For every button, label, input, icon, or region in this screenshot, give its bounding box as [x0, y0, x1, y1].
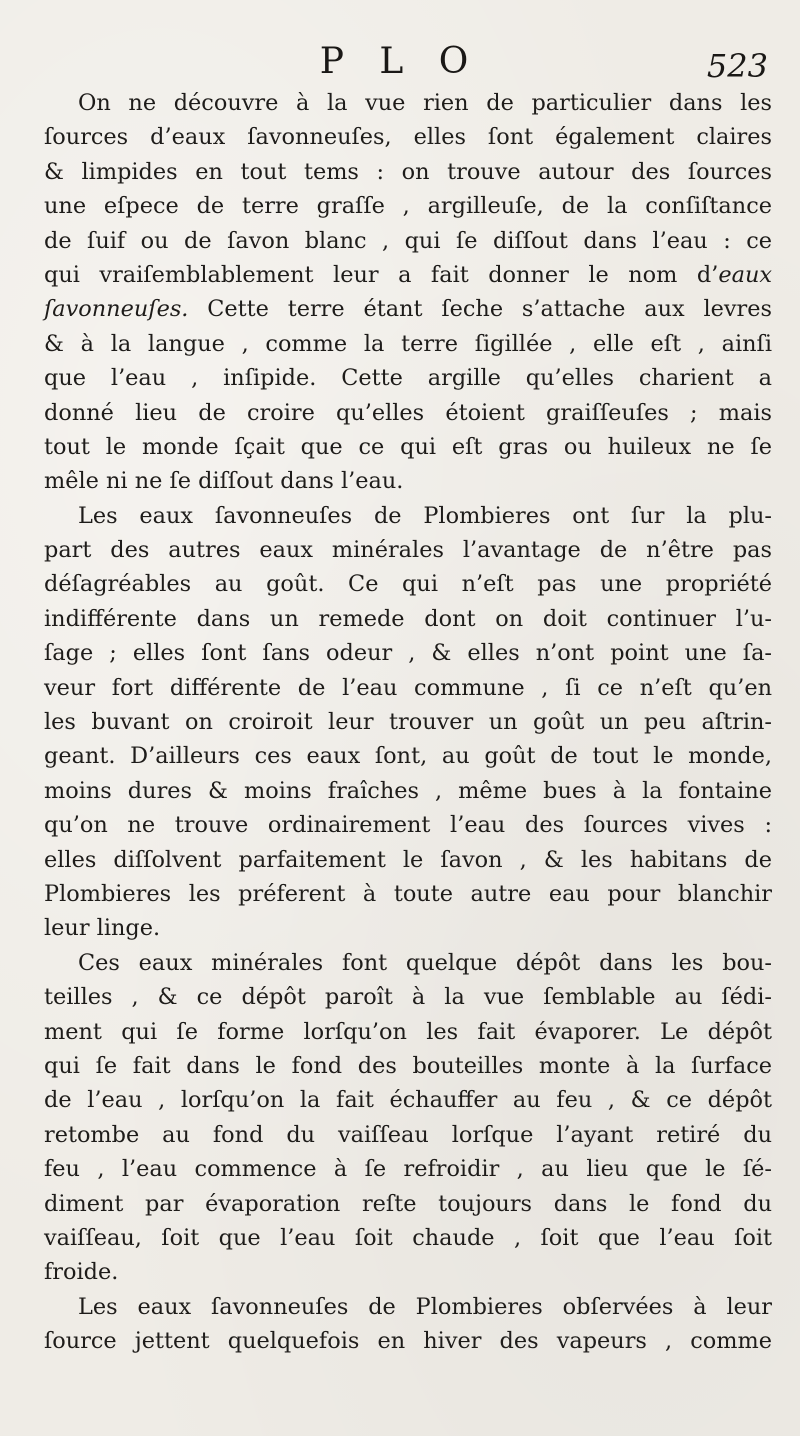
- text-line: [44, 705, 772, 739]
- italic-text: ſavonneuſes.: [44, 296, 189, 323]
- text-run: une eſpece de terre graſſe , argilleuſe, de la conſiſtance: [44, 193, 772, 220]
- text-line: [44, 671, 772, 705]
- text-run: ſource jettent quelquefois en hiver des vapeurs , comme: [44, 1328, 772, 1355]
- text-run: indifférente dans un remede dont on doit continuer l’u-: [44, 605, 772, 632]
- text-line: [44, 602, 772, 636]
- text-line: [44, 1255, 772, 1289]
- text-line: [44, 980, 772, 1014]
- text-run: diment par évaporation reſte toujours dans le fond du: [44, 1190, 772, 1217]
- text-run: de ſuif ou de ſavon blanc , qui ſe diſſout dans l’eau : ce: [44, 227, 772, 254]
- text-line: [44, 946, 772, 980]
- text-run: froide.: [44, 1259, 119, 1286]
- text-line: [44, 327, 772, 361]
- text-run: Plombieres les préferent à toute autre eau pour blanchir: [44, 880, 772, 907]
- text-run: part des autres eaux minérales l’avantage de n’être pas: [44, 537, 772, 564]
- text-line: [44, 1187, 772, 1221]
- text-line: [44, 361, 772, 395]
- text-line: [44, 911, 772, 945]
- text-line: [44, 1049, 772, 1083]
- text-run: ſage ; elles ſont ſans odeur , & elles n’ont point une ſa-: [44, 640, 772, 667]
- text-line: [44, 292, 772, 326]
- text-run: geant. D’ailleurs ces eaux ſont, au goût de tout le monde,: [44, 743, 772, 770]
- text-run: & limpides en tout tems : on trouve autour des ſources: [44, 158, 772, 185]
- text-run: Les eaux ſavonneuſes de Plombieres ont ſur la plu-: [78, 502, 772, 529]
- text-run: Les eaux ſavonneuſes de Plombieres obſervées à leur: [78, 1293, 772, 1320]
- text-line: [44, 430, 772, 464]
- text-line: [44, 499, 772, 533]
- text-run: elles diſſolvent parfaitement le ſavon , & les habitans de: [44, 846, 772, 873]
- paragraph: [44, 946, 772, 1290]
- text-run: Cette terre étant ſeche s’attache aux levres: [188, 296, 772, 323]
- text-run: qu’on ne trouve ordinairement l’eau des ſources vives :: [44, 812, 772, 839]
- text-run: Ces eaux minérales font quelque dépôt dans les bou-: [78, 949, 772, 976]
- text-run: mêle ni ne ſe diſſout dans l’eau.: [44, 468, 404, 495]
- text-line: [44, 258, 772, 292]
- text-line: [44, 155, 772, 189]
- text-line: [44, 189, 772, 223]
- text-run: leur linge.: [44, 915, 161, 942]
- text-line: [44, 739, 772, 773]
- text-run: ment qui ſe forme lorſqu’on les fait évaporer. Le dépôt: [44, 1018, 772, 1045]
- text-run: moins dures & moins fraîches , même bues à la fontaine: [44, 777, 772, 804]
- text-run: donné lieu de croire qu’elles étoient graiſſeuſes ; mais: [44, 399, 772, 426]
- paragraph: [44, 1290, 772, 1359]
- text-line: [44, 567, 772, 601]
- text-run: feu , l’eau commence à ſe refroidir , au lieu que le ſé-: [44, 1156, 772, 1183]
- text-line: [44, 774, 772, 808]
- text-run: vaiſſeau, ſoit que l’eau ſoit chaude , ſoit que l’eau ſoit: [44, 1224, 772, 1251]
- page-number: 523: [706, 47, 768, 85]
- text-run: que l’eau , inſipide. Cette argille qu’elles charient a: [44, 365, 772, 392]
- paragraph: [44, 499, 772, 946]
- text-run: retombe au fond du vaiſſeau lorſque l’ayant retiré du: [44, 1121, 772, 1148]
- text-run: déſagréables au goût. Ce qui n’eſt pas une propriété: [44, 571, 772, 598]
- text-run: de l’eau , lorſqu’on la fait échauffer au feu , & ce dépôt: [44, 1087, 772, 1114]
- text-line: [44, 1152, 772, 1186]
- text-line: [44, 1083, 772, 1117]
- text-line: [44, 1015, 772, 1049]
- running-head: [0, 40, 800, 88]
- text-run: qui ſe fait dans le fond des bouteilles monte à la ſurface: [44, 1052, 772, 1079]
- text-line: [44, 533, 772, 567]
- text-line: [44, 843, 772, 877]
- text-run: teilles , & ce dépôt paroît à la vue ſemblable au ſédi-: [44, 984, 772, 1011]
- text-run: On ne découvre à la vue rien de particulier dans les: [78, 90, 772, 116]
- text-line: [44, 86, 772, 120]
- text-run: les buvant on croiroit leur trouver un goût un peu aſtrin-: [44, 709, 772, 736]
- text-line: [44, 224, 772, 258]
- text-line: [44, 636, 772, 670]
- text-line: [44, 464, 772, 498]
- text-line: [44, 877, 772, 911]
- running-head-title: P L O: [319, 41, 481, 82]
- body-text: [44, 86, 772, 1358]
- text-run: ſources d’eaux ſavonneuſes, elles ſont également claires: [44, 124, 772, 151]
- text-line: [44, 1118, 772, 1152]
- text-line: [44, 808, 772, 842]
- text-line: [44, 1324, 772, 1358]
- text-line: [44, 120, 772, 154]
- italic-text: eaux: [718, 261, 772, 288]
- text-run: & à la langue , comme la terre ſigillée , elle eſt , ainſi: [44, 330, 772, 357]
- text-line: [44, 1221, 772, 1255]
- text-line: [44, 1290, 772, 1324]
- paragraph: [44, 86, 772, 499]
- text-line: [44, 396, 772, 430]
- text-run: veur fort différente de l’eau commune , ſi ce n’eſt qu’en: [44, 674, 772, 701]
- text-run: qui vraiſemblablement leur a fait donner le nom d’: [44, 261, 719, 288]
- text-run: tout le monde ſçait que ce qui eſt gras ou huileux ne ſe: [44, 433, 772, 460]
